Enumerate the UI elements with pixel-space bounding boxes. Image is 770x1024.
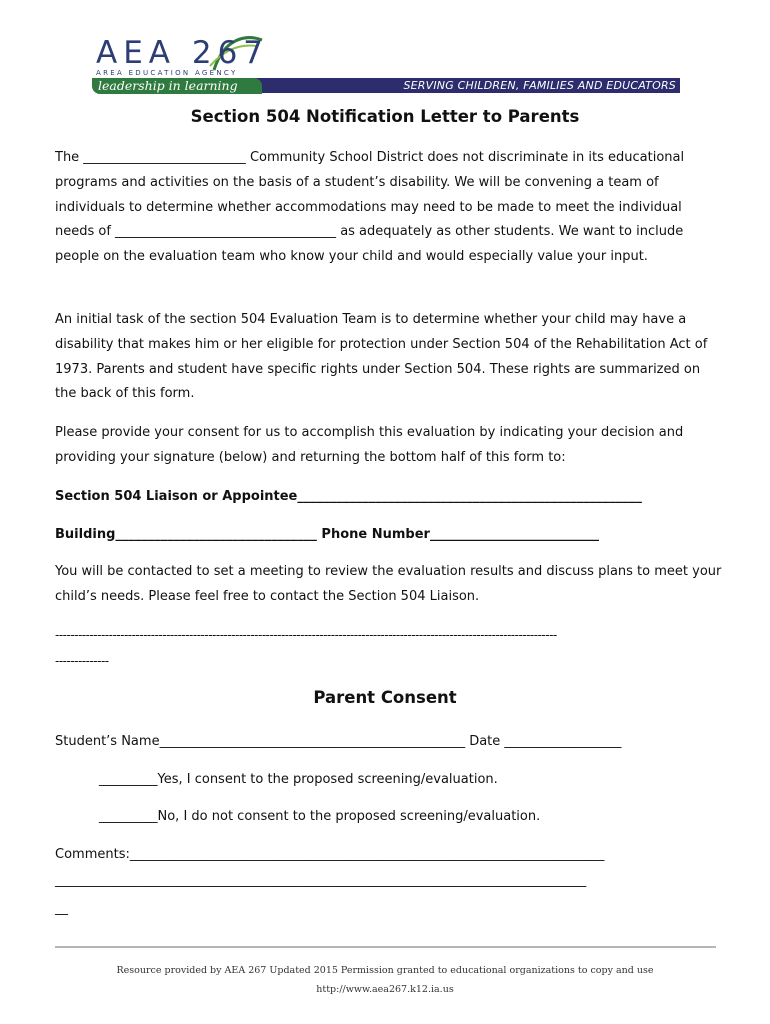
consent-yes-option[interactable]: _________Yes, I consent to the proposed screening/evaluation.: [99, 772, 498, 787]
footer-divider: [55, 946, 716, 948]
cut-line: -----------------------------------------------------------------------------------------------------------------------------------: [55, 628, 557, 642]
logo-tagline: leadership in learning: [98, 78, 238, 93]
comments-field[interactable]: Comments:_________________________________________________________________________: [55, 847, 605, 862]
logo-name: AEA 267: [96, 35, 270, 71]
student-name-date-field[interactable]: Student’s Name_______________________________________________ Date __________________: [55, 734, 622, 749]
aea-logo: [92, 35, 682, 96]
comments-field-line3[interactable]: __: [55, 901, 68, 916]
footer-text: Resource provided by AEA 267 Updated 2015 Permission granted to educational organizations to copy and use: [116, 965, 654, 976]
consent-no-option[interactable]: _________No, I do not consent to the proposed screening/evaluation.: [99, 809, 541, 824]
building-phone-field[interactable]: Building_______________________________ Phone Number__________________________: [55, 527, 599, 542]
banner-text: SERVING CHILDREN, FAMILIES AND EDUCATORS: [403, 79, 676, 92]
comments-field-line2[interactable]: ___________________________________________________________________________________: [55, 873, 587, 888]
consent-title: Parent Consent: [313, 688, 457, 707]
page-title: Section 504 Notification Letter to Parents: [190, 107, 580, 126]
logo-agency-text: AREA EDUCATION AGENCY: [96, 69, 238, 77]
consent-request-paragraph: Please provide your consent for us to accomplish this evaluation by indicating your decision and providing your signature (below) and returning the bottom half of this form to:: [55, 425, 684, 465]
intro-paragraph: The _________________________ Community School District does not discriminate in its educational programs and activities on the basis of a student’s disability. We will be convening a team of individuals to determine whether accommodations may need to be made to meet the individual needs of __________________________________ as adequately as other students. We want to include people on the evaluation team who know your child and would especially value your input.: [55, 150, 685, 265]
evaluation-paragraph: An initial task of the section 504 Evaluation Team is to determine whether your child may have a disability that makes him or her eligible for protection under Section 504 of the Rehabilitation Act of 1973. Parents and student have specific rights under Section 504. These rights are summarized on the back of this form.: [55, 312, 708, 402]
contact-paragraph: You will be contacted to set a meeting to review the evaluation results and discuss plans to meet your child’s needs. Please feel free to contact the Section 504 Liaison.: [55, 564, 722, 604]
footer-url[interactable]: http://www.aea267.k12.ia.us: [316, 984, 454, 995]
liaison-field[interactable]: Section 504 Liaison or Appointee_____________________________________________________: [55, 489, 642, 504]
cut-line-continued: --------------: [55, 654, 109, 668]
